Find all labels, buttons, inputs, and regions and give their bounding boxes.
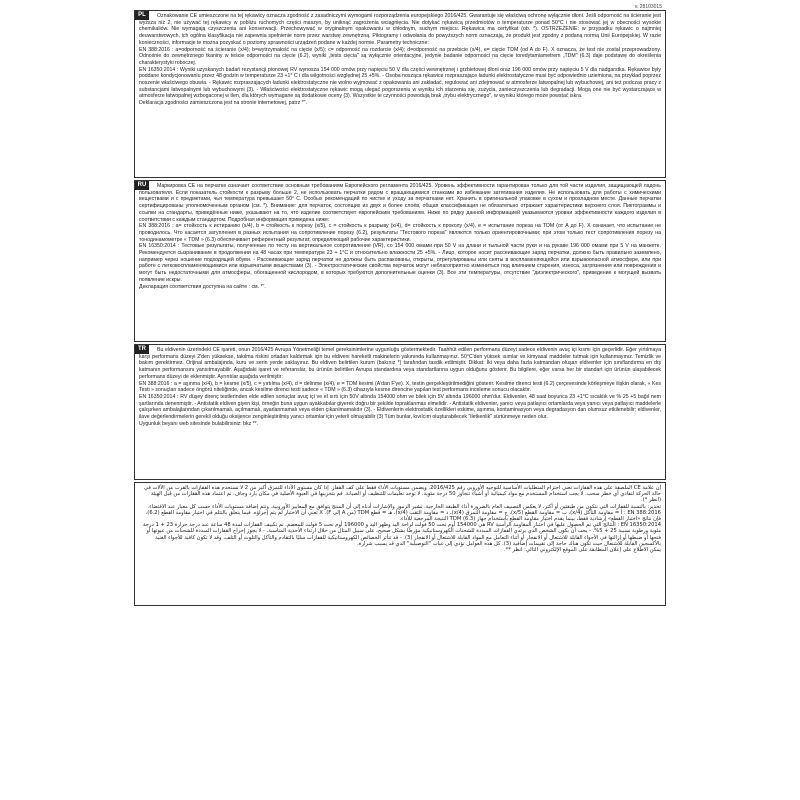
section-turkish: [134, 344, 666, 480]
language-badge-ru: RU: [135, 181, 149, 190]
language-badge-pl: PL: [135, 11, 149, 20]
paragraph-en388: EN 388:2016 : أ = مقاومة التآكل (4/x)، ب = مقاومة القطع (5/x)، ج = مقاومة التمزق (4/x)، د = مقاومة الثقب (4/x)، هـ = قطع TDM (من A إلى F). X تعني أن الاختبار لم يتم إجراؤه. فيما يتعلق بالتثلم في اختبار مقاومة القطع (6.2)، فإن نتائج «اختبار القطع» إرشادية فقط، بينما يقدم اختبار مقاومة القطع باستخدام جهاز TDM (6.3) النتيجة المرجعية للأداء.: [145, 509, 661, 523]
language-badge-tr: TR: [135, 345, 149, 354]
paragraph-warning: تحذير: بالنسبة للقفازات التي تتكون من طبقتين أو أكثر، لا يعكس التصنيف العام بالضرورة أداء الطبقة الخارجية. تشير الرموز والإشارات أدناه إلى أن المنتج يتوافق مع المعايير الأوروبية. وتتم إضافة مستويات الأداء حسب كل معيار عند الاقتضاء.: [147, 503, 661, 510]
paragraph-declaration: يمكن الاطلاع على إعلان المطابقة على الموقع الإلكتروني التالي: انظر **.: [503, 547, 661, 554]
section-text-ar: [135, 483, 665, 555]
section-text-pl: [135, 11, 665, 109]
paragraph-en16350: EN 16350:2014 : RV düşey direnç testlerinden elde edilen sonuçlar avuç içi ve el sırtı için 50V altında 154000 ohm ve bilek için 5V altında 196000 ohm'dur. Eldivenler, 48 saat boyunca 23 +1°C sıcaklık ve % 25 +5 bağıl nem şartlarında denenmiştir. - Antistatik eldiven giyen kişi, örneğin buna uygun ayakkabılar giyerek doğru bir şekilde topraklanmas elmelidir. - Antistatik eldivenler, yanıcı veya patlayıcı ortamlarda veya yanıcı veya patlayıcı maddelerle çalışırken ambalajlarından çıkarılmamalı, açılmamalı, ayarlanmamalı veya elden çıkarılmamalıdır (3). - Eldivenlerin elektrostatik özellikleri eskime, aşınma, kontaminasyon veya degradasyon dan olumsuz etkilenebilir; eldivenler, ilave değerlendirmelerin gerekli olduğu oksijence zenginleştirilmiş yanıcı ortamlar için yeterli olmayabilir (3) Tüm bunlar, kıvılcım oluşturabilecek "iletkenlik" sürtünmeye neden olur.: [139, 393, 661, 421]
paragraph-intro: Маркировка СЕ на перчатке означает соответствие основным требованиям Европейского регламента 2016/425. Уровень эффективности гарантирован только для той части изделия, защищающей ладонь пользователя. Если показатель стойкости к разрыву больше 2, не использовать перчатки рядом с вращающимися станками во избежание затягивания изделия. Не использовать для работы с химическими веществами и с предметами, чья температура превышает 50° С. Особых рекомендаций по чистке и уходу за перчатками нет. Хранить в оригинальной упаковке в сухом и прохладном месте. Данные перчатки сертифицированы уполномоченным органом (см. *). Внимание: для перчаток, состоящих из двух и более слоёв, общая классификация не обязательно отражает характеристики верхнего слоя. Пиктограммы и ссылки на стандарты, приведённые ниже, указывают на то, что изделие соответствует европейским требованиям. Ниже по рядку данной информацией указываются уровни эффективности каждого изделия в соответствии с каждым стандартом. Подробная информация приведена ниже:: [139, 183, 661, 223]
section-polish: [134, 10, 666, 178]
section-text-ru: [135, 181, 665, 292]
paragraph-en16350: EN 16350:2014 : Тестовые результаты, полученные по тесту на вертикальное сопротивление (VR), со 154 000 омами при 50 V на длани и тыльной части руки и на рукаве 196 000 омами при 5 V на манжете. Рекомендуется сызранивание в продолжении на 48 часах при температуре 23 + 1°С и относительно влажности 25 +5%. - Лицо, которое носит рассеивающие заряд перчатки, должно быть правильно заземлено, например через ношение подходящей обуви. - Рассеивающие заряд перчатки не должны быть распакованы, открыты, отрегулированы или сняты в воспламеняющейся или взрывоопасной атмосфере, или при работе с легковоспламеняющимися или взрывчатыми веществами (3). - Электростатические свойства перчаток могут неблагоприятно измениться под влиянием старения, износа, загрязнения или повреждения и могут быть недостаточными для атмосферы, обогащенной кислородом, в которых требуются дополнительные оценки (3). Все эти температуры, отсутствие "диэлектрического", приведение к могущей вызвать появление искры.: [139, 243, 661, 283]
paragraph-en16350: EN 16350:2014 : النتائج التي تم الحصول عليها في اختبار المقاومة الرأسية RV هي 154000 أوم تحت 50 فولت لراحة اليد وظهر اليد و 196000 أوم تحت 5 فولت للمعصم. تم تكييف القفازات لمدة 48 ساعة عند درجة حرارة 23 + 1 درجة مئوية ورطوبة نسبية 25 + 5%. - يجب أن يكون الشخص الذي يرتدي القفازات المبددة للشحنات الكهروستاتيكية مؤرضًا بشكل صحيح، على سبيل المثال من خلال ارتداء الأحذية المناسبة. - لا يجوز إخراج القفازات المبددة للشحنات من عبوتها أو فتحها أو ضبطها أو إزالتها في الأجواء القابلة للاشتعال أو الانفجار أو أثناء التعامل مع المواد القابلة للاشتعال أو الانفجار (3). - قد تتأثر الخصائص الكهروستاتيكية للقفازات سلبًا بالتقادم والتآكل والتلوث أو التلف، وقد لا تكون كافية للأجواء الغنية بالأكسجين القابلة للاشتعال حيث تكون هناك حاجة إلى تقييمات إضافية (3). كل هذه العوامل تؤدي إلى غياب "التوصيلية" الذي قد يسبب شرارة.: [143, 522, 661, 547]
paragraph-declaration: Deklaracja zgodności zamieszczona jest na stronie internetowej, patrz *".: [139, 100, 307, 107]
paragraph-intro: Bu eldivenin üzerindeki CE işareti, onun 2016/425 Avrupa Yönetmeliği temel gereksinimlerine uygunluğu göstermektedir. Taahhüt edilen performans düzeyi sadece eldivenin avuç içi kısmı için geçerlidir. Eğer yırtılmaya karşı performans düzeyi 2'den yüksekse, takılma riskini ortadan kaldırmak için bu eldiveni hareketli makinelerin yakınında kullanmayınız. 50°C'den yüksek ısımlar ve kimyasal maddeler tutmak için kullanmayınız. Temizlik ve bakım gerektirmez. Orijinal ambalajında, kuru ve serin yerde saklayınız. Bu eldiven belirtilen kurum (bakınız *) tarafından tasdik edilmiştir. Dikkat: İki veya daha fazla katmandan oluşan eldivenler için sınıflandırma en dış katmanın performansını yansıtmayabilir. Aşağıdaki işaret ve referanslar, bu ürünün belirtilen Avrupa standardına veya standartlarına uygun olduğunu gösterir. Bu bilgilere, eğer varsa her bir standart için ürünün ulaşabilecek performans düzeyi de eklenmiştir. Ayrıntılar aşağıda verilmiştir:: [139, 347, 661, 380]
paragraph-declaration: Uygunluk beyanı web sitesinde bulabilirsiniz: bkz **.: [139, 420, 259, 427]
paragraph-intro: Oznakowanie CE umieszczone na tej rękawicy oznacza zgodność z zasadniczymi wymogami rozporządzenia europejskiego 2016/425. Gwarantuje się właściwą ochronę wyłącznie dłoni. Jeśli odporność na ścieranie jest wyższa niż 2, nie używać tej rękawicy w pobliżu ruchomych części maszyn, by uniknąć zagrożenia wciągnięcia. Nie dotykać rękawicą przedmiotów o temperaturze ponad 50°C i nie stosować jej w obecności wysokie chemikaliów. Nie wymagają czyszczenia ani konserwacji. Przechowywać w oryginalnym opakowaniu w chłodnym, suchym miejscu. Rękawica ma certyfikat (ob. *). OSTRZEŻENIE: w przypadku rękawic o najmniej deuwarstwowych, ich ogólna klasyfikacja nie zapewnia spełnienie norm przez warstwę zewnętrzną. Piktogramy i odwołania do powyższych norm oznaczają, że produkt jest zgodny z podaną normą Unii Europejskiej. W razie konieczności, informacje te można pozyskać o poziomy sprawności urządzeń podane w każdej normie. Parametry techniczne:: [139, 13, 661, 46]
section-text-tr: [135, 345, 665, 429]
paragraph-declaration: Декларация соответствия доступна на сайте : см. *".: [139, 283, 266, 290]
section-arabic: [134, 482, 666, 606]
paragraph-intro: إن علامة CE الملصقة على هذه القفازات تعني احترام المتطلبات الأساسية للتوجيه الأوروبي رقم 2016/425. ويضمن مستويات الأداء فقط على كف القفاز. إذا كان مستوى الأداء للتمزق أكبر من 2 لا تستخدم هذه القفازات بالقرب من الآلات في حالة الحركة لتفادي أي خطر سحب. لا يجب استخدام المستخدم مع مواد كيميائية أو أشياء تتجاوز 50 درجة مئوية. لا توجد تعليمات للتنظيف أو الصيانة. قم بتخزينها في العبوة الأصلية في مكان بارد وجاف. تم اعتماد هذه القفازات من قبل الهيئة (انظر *).: [144, 485, 661, 504]
paragraph-en388: EN 388:2016 : a = aşınma (x/4), b = kesme (x/5), c = yırtılma (x/4), d = delinme (x/4), e = TDM kesimi (A'dan F'ye). X, testin gerçekleştirilmediğini gösterir. Kesilme direnci testi (6.2) çerçevesinde körleşmeye ilişkin olarak, « Kes Testi » sonuçları sadece öngörü niteliğinde, ancak kesilme direnci testi sadece « TDM » (6.3) cihazıyla kesme direncine yapılan test performans inceleme sonucu olacaktır.: [139, 380, 661, 394]
paragraph-en388: EN 388:2016 : a=odporność na ścieranie (x/4); b=wytrzymałość na cięcie (x/5); c= odporność na rozdarcie (x/4); d=odporność na przebicie (x/4), e= cięcie TDM (od A do F). X oznacza, że test nie został przeprowadzony. Odnośnie do zewnętrznego tkaniny w teście odporności na cięcie (6.2), wyniki „tests cięcia" są wyłącznie orientacyjne, jedynie badanie odporności na cięcie toredytamiametrem „TDM" (6.3) daje podstawę do określenia charakterystyki roboczej.: [139, 46, 661, 66]
paragraph-en16350: EN 16350:2014 : Wyniki uzyskanych badań rezystancji pionowej RV wynosza 154 000 omów przy napięciu 50 V dla części wewnętrznej i grzbietowej dłoni oraz 196 000 omów przy napięciu 5 V dla nadgarstka. Rękawice były poddane kondycjonowaniu przez 48 godzin w temperaturze 23 +1° C i dla wilgotności względnej 25 +5%. - Osoba nosząca rękawice rozpraszające ładunki elektrostatyczne musi być odpowiednio uziemiona, na przykład poprzez noszenie właściwego obuwia. - Rękawic rozpraszających ładunki elektrostatyczne nie wolno wyjmować z opakowania ani zakładać, regulować ani zdejmować w atmosferze łatwopalnej lub wybuchowej, ani też podczas pracy z substancjami łatwopalnymi lub wybuchowymi (3). - Właściwości elektrostatyczne rękawic mogą ulegać pogorszeniu w wyniku ich starzenia się, zużycia, zanieczyszczenia lub degradacji. Mogą one nie być wystarczające w atmosferze łatwopalnej wzbogaconej w tlen, dla których wymagane są dodatkowe oceny (3). Wszystkie te czynności powodują brak „trybu elektrycznego", w wyniku którego może powstać iskra.: [139, 66, 661, 100]
paragraph-en388: EN 388:2016 : a= стойкость к истиранию (x/4), b = стойкость к порезу (x/5), c = стойкость к разрыву (x/4), d= стойкость к проколу (x/4), e = испытание пореза на TDM (от A до F). X означает, что испытание не проводилось. Что касается затупления в разных испытания на сопротивление порезу (6.2), результаты "Тестового пореза" являются только ориентировочными; при этом только тест сопротивления порезу на тонодинамометре « TDM » (6.3) обеспечивает референтный результат, определяющий рабочие характеристики.: [139, 223, 661, 243]
version-code: v. 28103015: [634, 4, 662, 10]
section-russian: [134, 180, 666, 342]
